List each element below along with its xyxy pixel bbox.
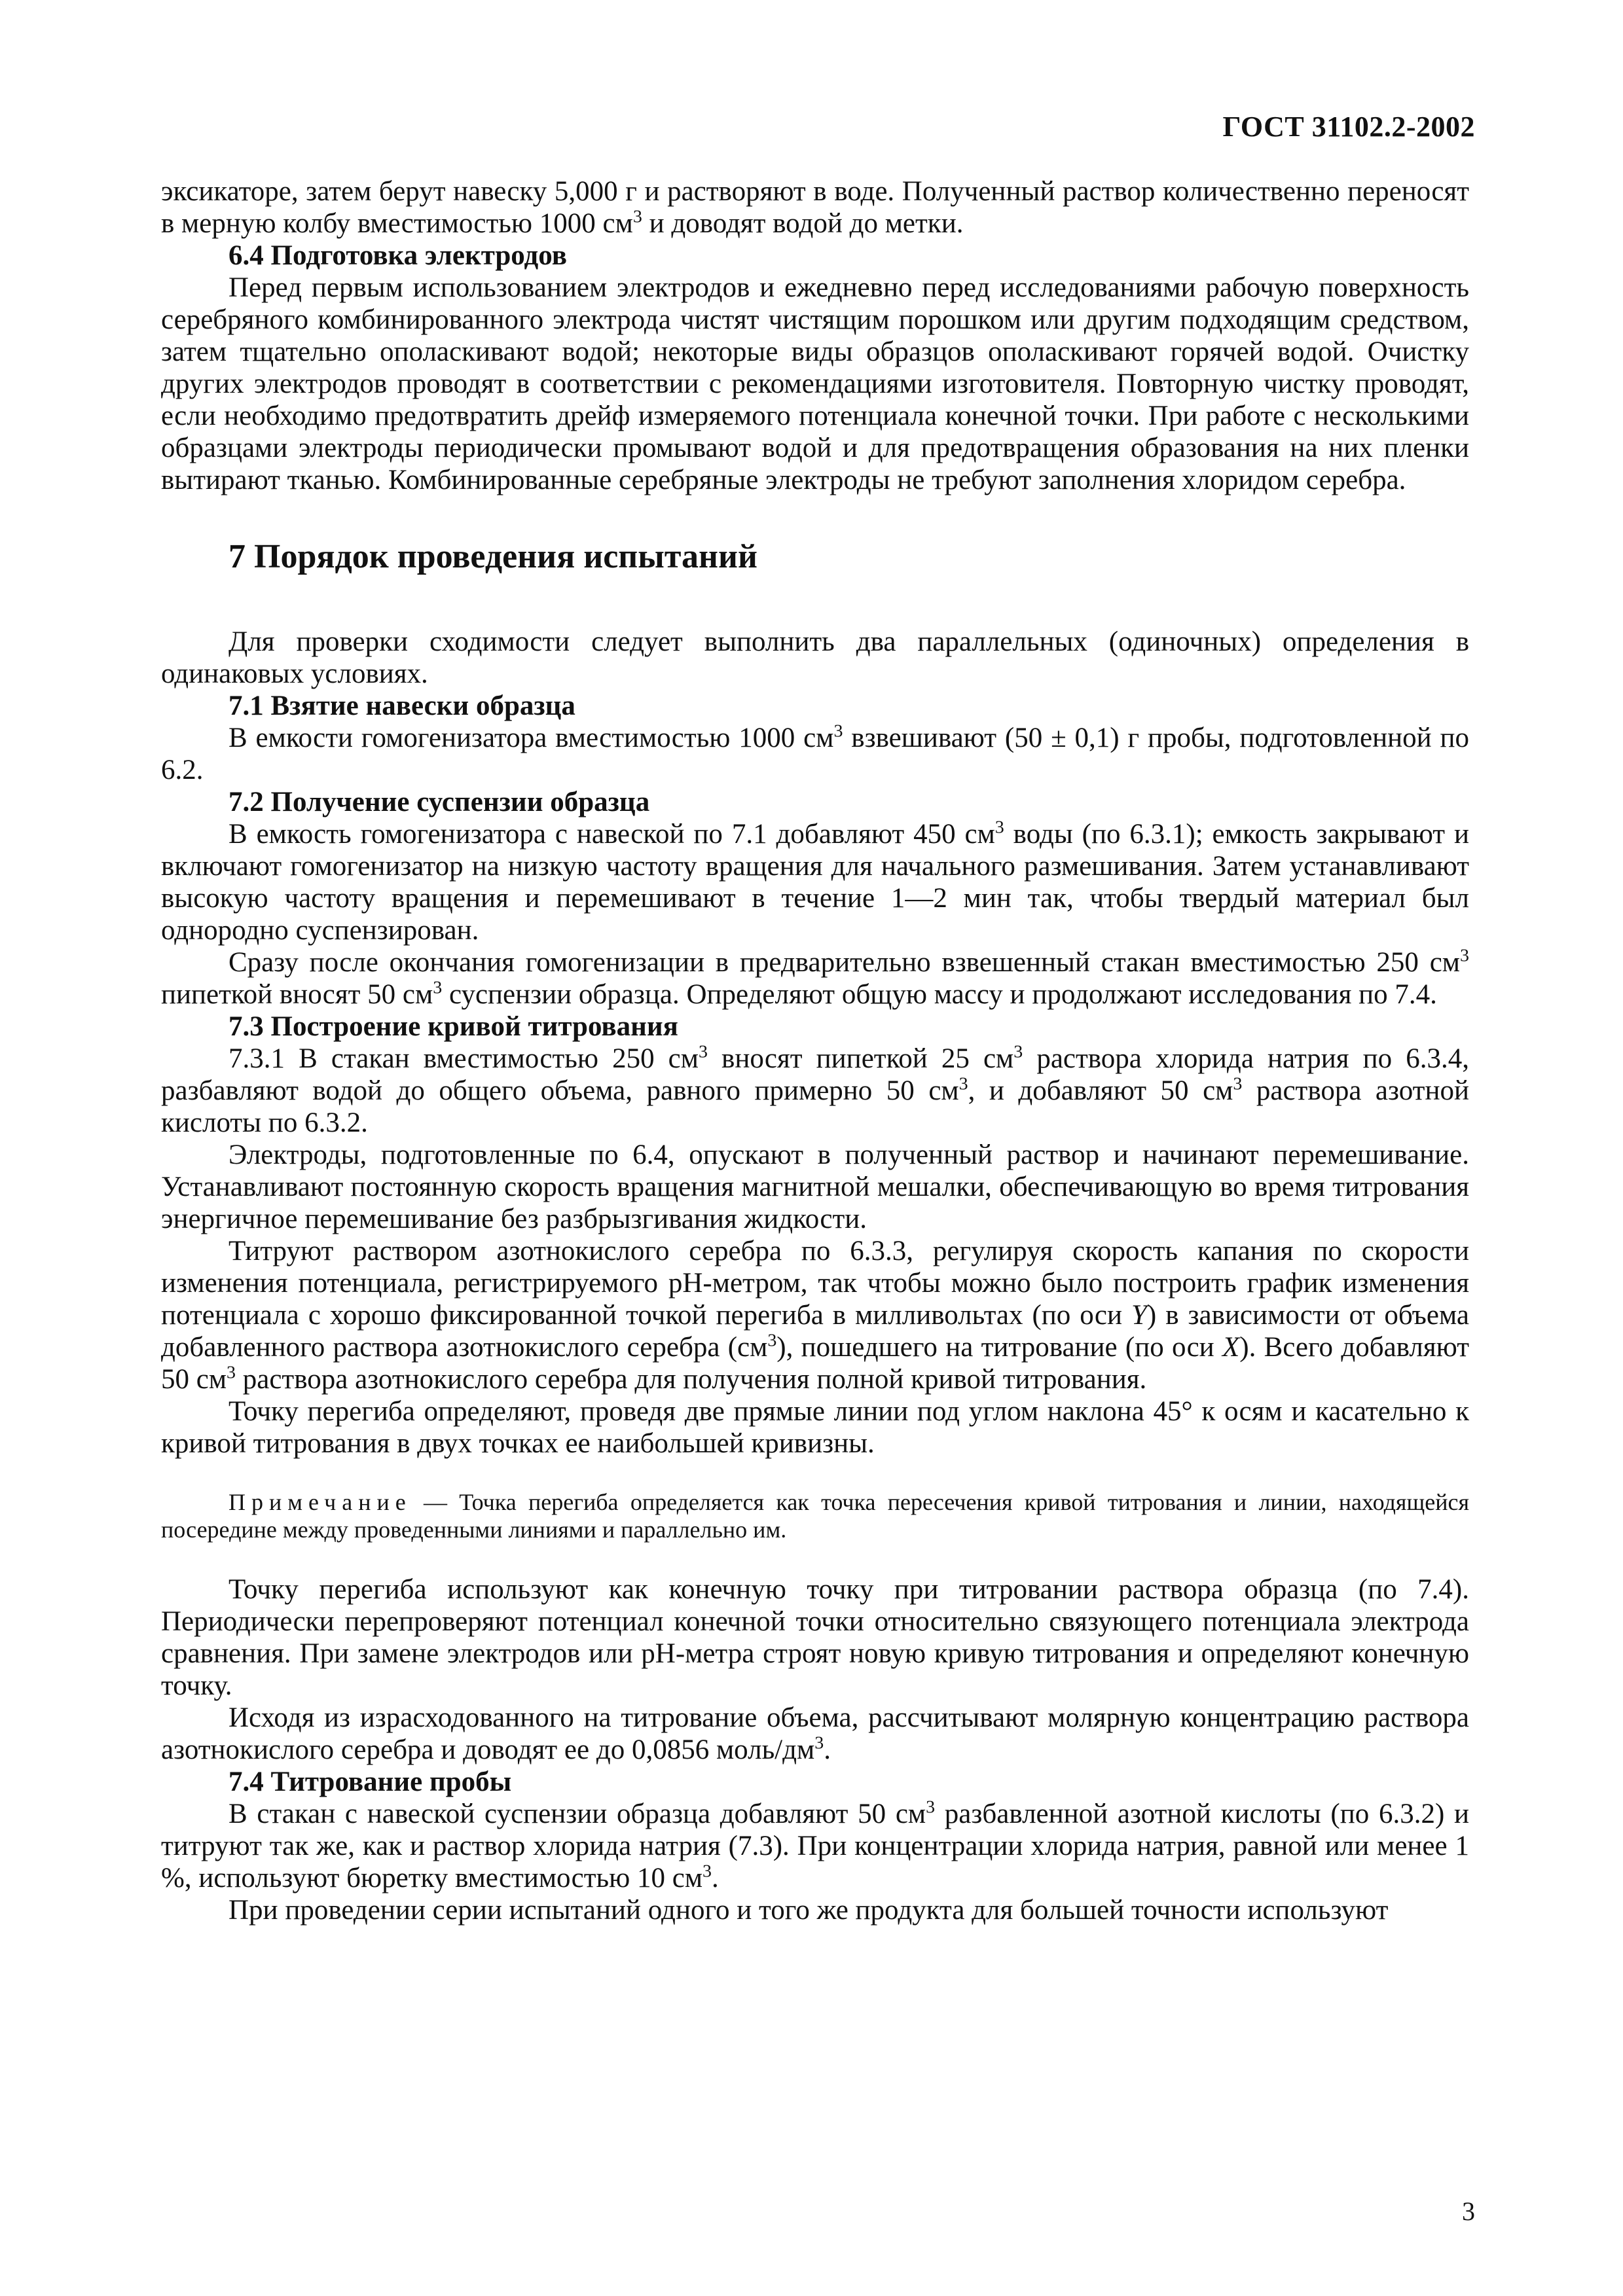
document-code-header: ГОСТ 31102.2-2002 [1222, 111, 1475, 143]
paragraph-7-1: В емкости гомогенизатора вместимостью 1000 $см^3$ взвешивают (50 ± 0,1) г пробы, подготовленной по 6.2. [161, 721, 1469, 785]
paragraph-7-3-titration: Титруют раствором азотнокислого серебра по 6.3.3, регулируя скорость капания по скорости изменения потенциала, регистрируемого pH-метром, так чтобы можно было построить график изменения потенциала с хорошо фиксированной точкой перегиба в милливольтах (по оси Y) в зависимости от объема добавленного раствора азотнокислого серебра $(см^3)$, пошедшего на титрование (по оси X). Всего добавляют 50 $см^3$ раствора азотнокислого серебра для получения полной кривой титрования. [161, 1236, 1469, 1395]
paragraph-7-3-concentration: Исходя из израсходованного на титрование объема, рассчитывают молярную концентрацию раствора азотнокислого серебра и доводят ее до 0,0856 моль/$дм^3$. [161, 1702, 1469, 1765]
paragraph-electrode-preparation: Перед первым использованием электродов и ежедневно перед исследованиями рабочую поверхность серебряного комбинированного электрода чистят чистящим порошком или другим подходящим средством, затем тщательно ополаскивают водой; некоторые виды образцов ополаскивают горячей водой. Очистку других электродов проводят в соответствии с рекомендациями изготовителя. Повторную чистку проводят, если необходимо предотвратить дрейф измеряемого потенциала конечной точки. При работе с несколькими образцами электроды периодически промывают водой и для предотвращения образования на них пленки вытирают тканью. Комбинированные серебряные электроды не требуют заполнения хлоридом серебра. [161, 272, 1469, 495]
paragraph-section-7-intro: Для проверки сходимости следует выполнить два параллельных (одиночных) определения в одинаковых условиях. [161, 626, 1469, 689]
paragraph-7-3-endpoint: Точку перегиба используют как конечную точку при титровании раствора образца (по 7.4). Периодически перепроверяют потенциал конечной точки относительно связующего потенциала электрода сравнения. При замене электродов или pH-метра строят новую кривую титрования и определяют конечную точку. [161, 1574, 1469, 1701]
document-body [161, 175, 1469, 1926]
paragraph-7-3-electrodes: Электроды, подготовленные по 6.4, опускают в полученный раствор и начинают перемешивание. Устанавливают постоянную скорость вращения магнитной мешалки, обеспечивающую во время титрования энергичное перемешивание без разбрызгивания жидкости. [161, 1139, 1469, 1234]
subsection-heading-7-4: 7.4 Титрование пробы [228, 1767, 512, 1797]
paragraph-7-2-b: Сразу после окончания гомогенизации в предварительно взвешенный стакан вместимостью 250 $см^3$ пипеткой вносят 50 $см^3$ суспензии образца. Определяют общую массу и продолжают исследования по 7.4. [161, 945, 1469, 1010]
paragraph-carryover: эксикаторе, затем берут навеску 5,000 г и растворяют в воде. Полученный раствор количественно переносят в мерную колбу вместимостью 1000 $см^3$ и доводят водой до метки. [161, 176, 1469, 239]
note-inflection-point: Примечание — Точка перегиба определяется как точка пересечения кривой титрования и линии, находящейся посередине между проведенными линиями и параллельно им. [161, 1489, 1469, 1543]
paragraph-7-4-b: При проведении серии испытаний одного и того же продукта для большей точности используют [228, 1895, 1389, 1926]
subsection-heading-7-2: 7.2 Получение суспензии образца [228, 787, 650, 817]
subsection-heading-6-4: 6.4 Подготовка электродов [228, 240, 567, 271]
page-number: 3 [1462, 2197, 1475, 2226]
note-label: Примечание [228, 1489, 412, 1515]
paragraph-7-4-a: В стакан с навеской суспензии образца добавляют 50 $см^3$ разбавленной азотной кислоты (по 6.3.2) и титруют так же, как и раствор хлорида натрия (7.3). При концентрации хлорида натрия, равной или менее 1 %, используют бюретку вместимостью 10 $см^3$. [161, 1797, 1469, 1893]
subsection-heading-7-3: 7.3 Построение кривой титрования [228, 1011, 678, 1042]
subsection-heading-7-1: 7.1 Взятие навески образца [228, 691, 575, 721]
section-title-7: 7 Порядок проведения испытаний [228, 538, 757, 575]
paragraph-7-2-a: В емкость гомогенизатора с навеской по 7.1 добавляют 450 $см^3$ воды (по 6.3.1); емкость закрывают и включают гомогенизатор на низкую частоту вращения для начального размешивания. Затем устанавливают высокую частоту вращения и перемешивают в течение 1—2 мин так, чтобы твердый материал был однородно суспензирован. [161, 817, 1469, 946]
paragraph-7-3-inflection: Точку перегиба определяют, проведя две прямые линии под углом наклона 45° к осям и касательно к кривой титрования в двух точках ее наибольшей кривизны. [161, 1396, 1469, 1459]
paragraph-7-3-1: 7.3.1 В стакан вместимостью 250 $см^3$ вносят пипеткой 25 $см^3$ раствора хлорида натрия по 6.3.4, разбавляют водой до общего объема, равного примерно 50 $см^3$, и добавляют 50 $см^3$ раствора азотной кислоты по 6.3.2. [161, 1041, 1470, 1138]
